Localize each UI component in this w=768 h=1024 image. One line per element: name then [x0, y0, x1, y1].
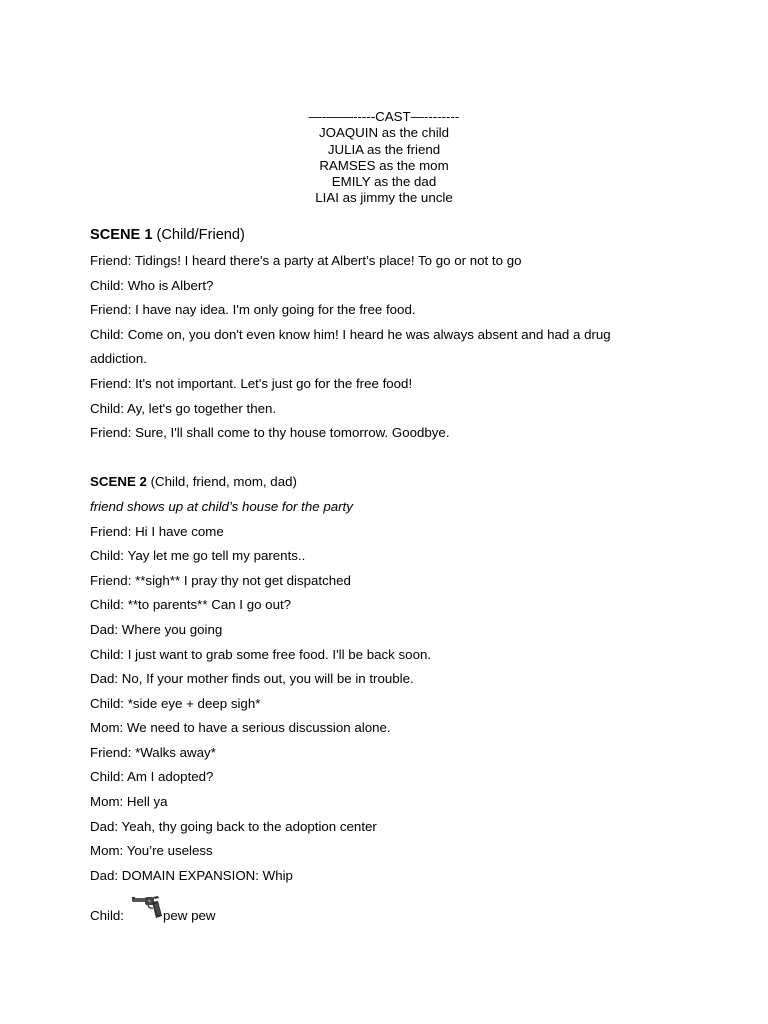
dialogue-line: Friend: I have nay idea. I'm only going for the free food. — [90, 302, 416, 318]
dialogue-line: Mom: Hell ya — [90, 794, 168, 810]
cast-entry: JOAQUIN as the child — [318, 125, 450, 141]
cast-header: —-——-----CAST—-------- — [308, 109, 460, 124]
cast-entry: LIAI as jimmy the uncle — [315, 190, 453, 206]
stage-direction: friend shows up at child’s house for the party — [90, 498, 353, 514]
dialogue-line: Child: Ay, let's go together then. — [90, 400, 277, 416]
dialogue-line: Child: Who is Albert? — [90, 277, 214, 293]
action-text: pew pew — [163, 908, 216, 924]
dialogue-line: addiction. — [90, 351, 147, 367]
dialogue-line: Child: I just want to grab some free food. I'll be back soon. — [90, 646, 432, 662]
dialogue-line: Child: Yay let me go tell my parents.. — [90, 548, 306, 564]
scene-1-heading — [90, 224, 710, 246]
scene-2-heading — [90, 470, 710, 495]
final-dialogue-line — [90, 896, 710, 936]
dialogue-line: Child: **to parents** Can I go out? — [90, 597, 292, 613]
scene-1-title: SCENE 1 — [90, 227, 153, 243]
dialogue-line: Friend: *Walks away* — [90, 744, 216, 760]
cast-entry: JULIA as the friend — [327, 141, 441, 157]
dialogue-line: Friend: It's not important. Let's just go for the free food! — [90, 375, 413, 391]
scene-2-participants: (Child, friend, mom, dad) — [146, 474, 297, 490]
dialogue-line: Child: Come on, you don't even know him! I heard he was always absent and had a drug — [90, 326, 611, 342]
cast-list — [0, 109, 768, 207]
dialogue-line: Child: Am I adopted? — [90, 769, 214, 785]
script-body — [90, 224, 710, 936]
speaker-label: Child: — [90, 908, 124, 924]
scene-1-participants: (Child/Friend) — [152, 227, 245, 243]
spacer — [90, 446, 710, 471]
dialogue-line: Mom: We need to have a serious discussion alone. — [90, 720, 391, 736]
dialogue-line: Friend: Sure, I'll shall come to thy house tomorrow. Goodbye. — [90, 425, 450, 441]
dialogue-line: Friend: Tidings! I heard there's a party at Albert’s place! To go or not to go — [90, 253, 522, 268]
dialogue-line: Dad: Yeah, thy going back to the adoption center — [90, 818, 377, 834]
cast-entry: RAMSES as the mom — [319, 157, 449, 173]
dialogue-line: Dad: No, If your mother finds out, you will be in trouble. — [90, 671, 414, 687]
scene-2-title: SCENE 2 — [90, 474, 147, 490]
dialogue-line: Friend: Hi I have come — [90, 523, 224, 539]
dialogue-line: Mom: You’re useless — [90, 843, 213, 859]
revolver-icon — [131, 894, 163, 920]
dialogue-line: Dad: DOMAIN EXPANSION: Whip — [90, 867, 293, 883]
dialogue-line: Dad: Where you going — [90, 621, 223, 637]
dialogue-line: Child: *side eye + deep sigh* — [90, 695, 261, 711]
dialogue-line: Friend: **sigh** I pray thy not get dispatched — [90, 572, 351, 588]
cast-entry: EMILY as the dad — [331, 174, 437, 190]
